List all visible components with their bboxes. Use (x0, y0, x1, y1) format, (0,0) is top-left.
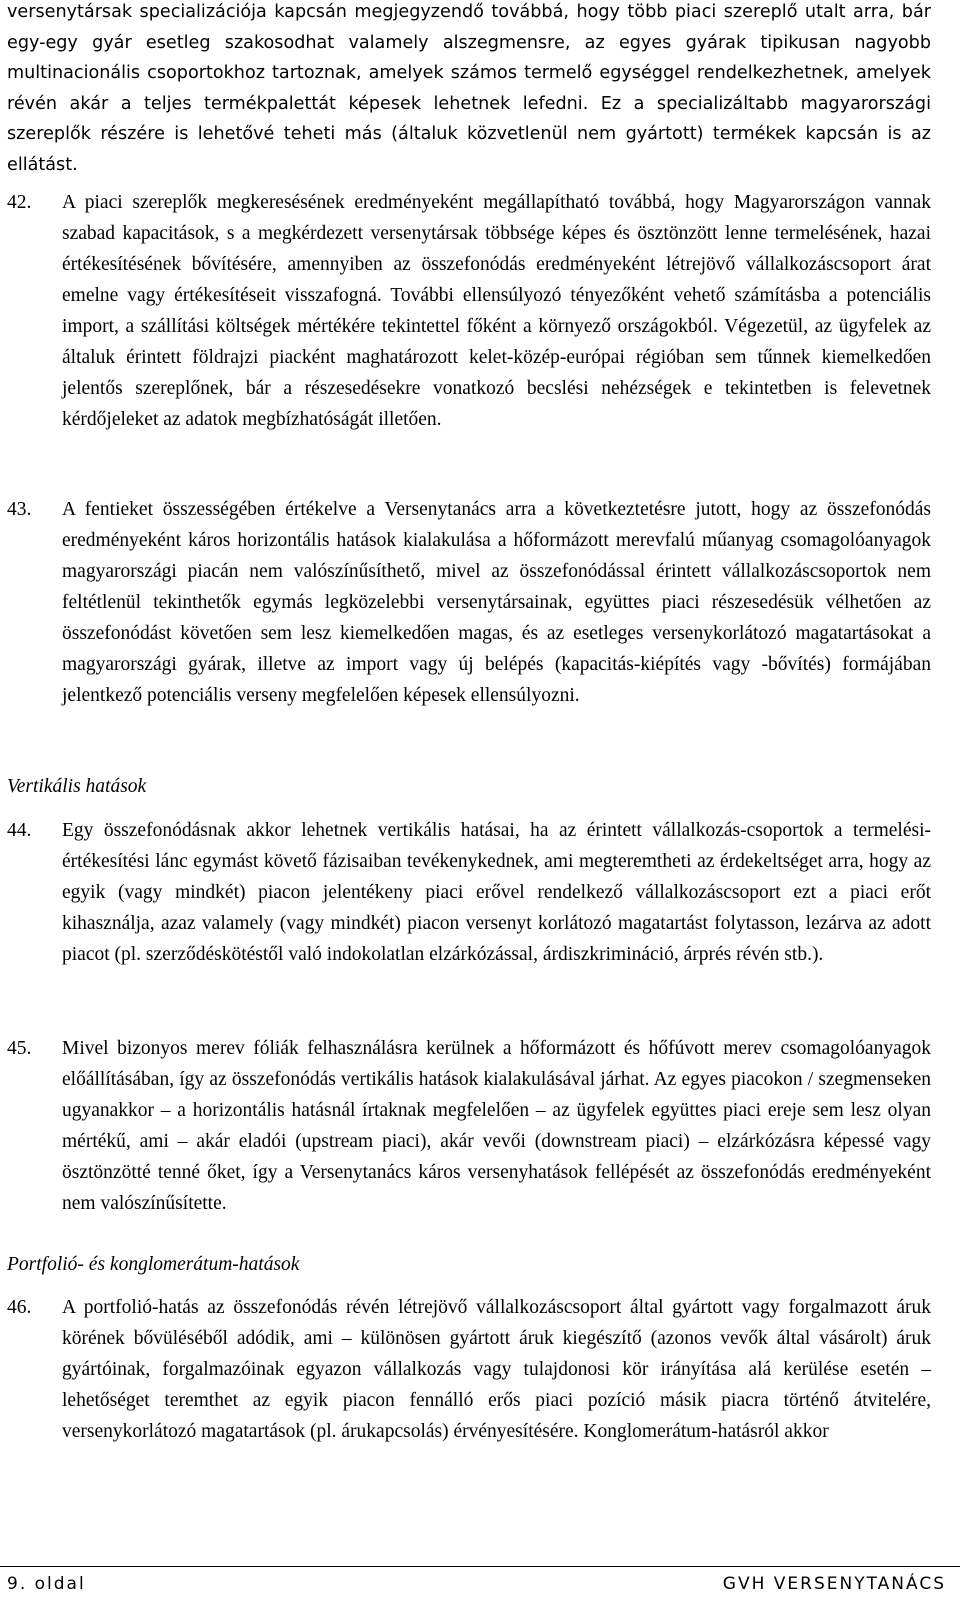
paragraph-text: A fentieket összességében értékelve a Versenytanács arra a következtetésre jutott, hogy az összefonódás eredményeként káros horizontális hatások kialakulása a hőformázott merevfalú műanyag csomagolóanyagok magyarországi piacán nem valószínűsíthető, mivel az összefonódással érintett vállalkozáscsoportok nem feltétlenül tekinthetők egymás legközelebbi versenytársainak, együttes piaci részesedésük vélhetően az összefonódást követően sem lesz kiemelkedően magas, és az esetleges versenykorlátozó magatartásokat a magyarországi gyárak, illetve az import vagy új belépés (kapacitás-kiépítés vagy -bővítés) formájában jelentkező potenciális verseny megfelelően képesek ellensúlyozni. (62, 499, 931, 706)
paragraph-44 (7, 815, 931, 970)
section-heading-portfolio: Portfolió- és konglomerátum-hatások (7, 1254, 300, 1275)
intro-paragraph: versenytársak specializációja kapcsán megjegyzendő továbbá, hogy több piaci szereplő utalt arra, bár egy-egy gyár esetleg szakosodhat valamely alszegmensre, az egyes gyárak tipikusan nagyobb multinacionális csoportokhoz tartoznak, amelyek számos termelő egységgel rendelkezhetnek, amelyek révén akár a teljes termékpalettát képesek lehetnek lefedni. Ez a specializáltabb magyarországi szereplők részére is lehetővé teheti más (általuk közvetlenül nem gyártott) termékek kapcsán is az ellátást. (7, 2, 931, 175)
footer-page-number: 9. oldal (7, 1574, 86, 1594)
section-heading-vertical: Vertikális hatások (7, 776, 147, 797)
paragraph-number: 46. (7, 1297, 32, 1318)
paragraph-text: A portfolió-hatás az összefonódás révén létrejövő vállalkozáscsoport által gyártott vagy forgalmazott áruk körének bővüléséből adódik, ami – különösen gyártott áruk kiegészítő (azonos vevők által vásárolt) áruk gyártóinak, forgalmazóinak egyazon vállalkozás vagy tulajdonosi kör irányítása alá kerülése esetén – lehetőséget teremthet az egyik piacon fennálló erős piaci pozíció másik piacra történő átvitelére, versenykorlátozó magatartások (pl. árukapcsolás) érvényesítésére. Konglomerátum-hatásról akkor (62, 1297, 931, 1442)
footer-divider (0, 1566, 960, 1567)
footer-organization: GVH VERSENYTANÁCS (722, 1574, 946, 1594)
paragraph-46 (7, 1292, 931, 1447)
paragraph-text: Mivel bizonyos merev fóliák felhasználásra kerülnek a hőformázott és hőfúvott merev csomagolóanyagok előállításában, így az összefonódás vertikális hatások kialakulásával járhat. Az egyes piacokon / szegmenseken ugyanakkor – a horizontális hatásnál írtaknak megfelelően – az ügyfelek együttes piaci ereje sem lesz olyan mértékű, ami – akár eladói (upstream piaci), akár vevői (downstream piaci) – elzárkózásra képessé vagy ösztönzötté tenné őket, így a Versenytanács káros versenyhatások fellépését az összefonódás eredményeként nem valószínűsítette. (62, 1038, 931, 1214)
paragraph-number: 44. (7, 820, 32, 841)
paragraph-number: 43. (7, 499, 32, 520)
paragraph-45 (7, 1033, 931, 1219)
paragraph-number: 42. (7, 192, 32, 213)
paragraph-text: A piaci szereplők megkeresésének eredményeként megállapítható továbbá, hogy Magyarországon vannak szabad kapacitások, s a megkérdezett versenytársak többsége képes és ösztönzött lenne termelésének, hazai értékesítésének bővítésére, amennyiben az összefonódás eredményeként létrejövő vállalkozáscsoport árat emelne vagy értékesítéseit visszafogná. További ellensúlyozó tényezőként vehető számításba a potenciális import, a szállítási költségek mértékére tekintettel főként a környező országokból. Végezetül, az ügyfelek az általuk érintett földrajzi piacként maghatározott kelet-közép-európai régióban sem tűnnek kiemelkedően jelentős szereplőnek, bár a részesedésekre vonatkozó becslési nehézségek e tekintetben is felevetnek kérdőjeleket az adatok megbízhatóságát illetően. (62, 192, 931, 430)
paragraph-text: Egy összefonódásnak akkor lehetnek vertikális hatásai, ha az érintett vállalkozás-csoportok a termelési-értékesítési lánc egymást követő fázisaiban tevékenykednek, ami megteremtheti az érdekeltséget arra, hogy az egyik (vagy mindkét) piacon jelentékeny piaci erővel rendelkező vállalkozáscsoport ezt a piaci erőt kihasználja, azaz valamely (vagy mindkét) piacon versenyt korlátozó magatartást folytasson, lezárva az adott piacot (pl. szerződéskötéstől való indokolatlan elzárkózással, árdiszkrimináció, árprés révén stb.). (62, 820, 931, 965)
paragraph-43 (7, 494, 931, 711)
paragraph-number: 45. (7, 1038, 32, 1059)
paragraph-42 (7, 187, 931, 435)
